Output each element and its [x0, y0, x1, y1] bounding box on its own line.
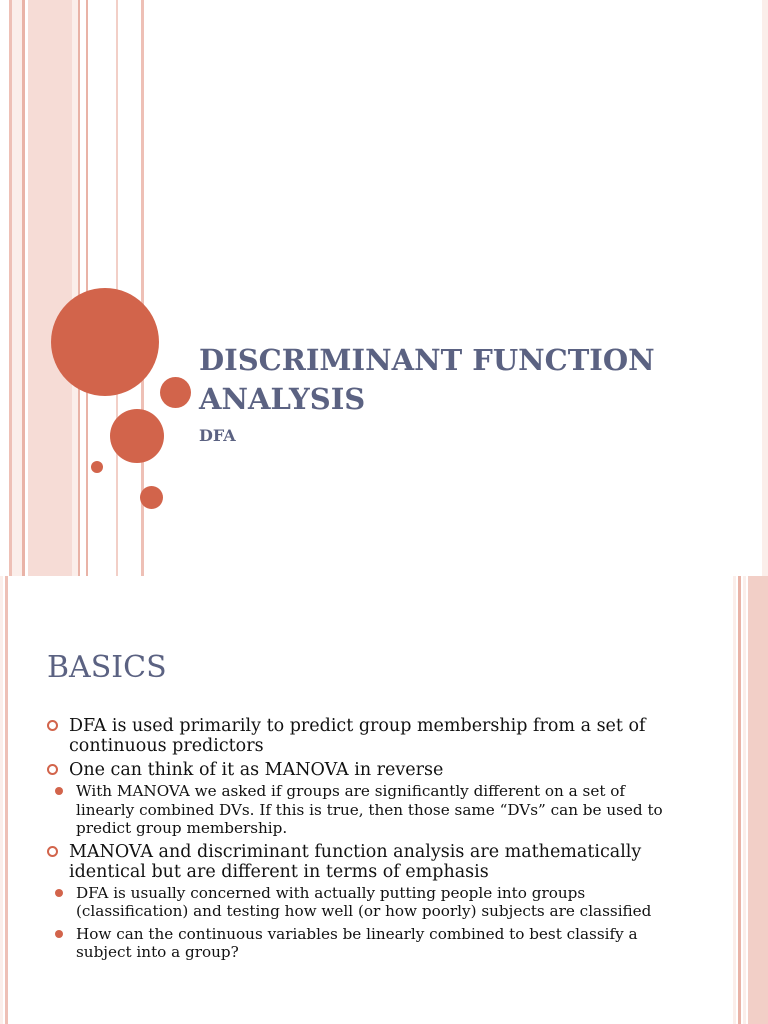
decor-stripe	[5, 576, 8, 1024]
hollow-bullet-icon	[47, 764, 58, 775]
decor-circle-small	[140, 486, 163, 509]
decor-stripe	[0, 576, 3, 1024]
slide-subtitle: DFA	[199, 426, 236, 445]
bullet-text: MANOVA and discriminant function analysis are mathematically identical but are different in terms of emphasis	[69, 841, 642, 882]
slide-title: BASICS	[47, 650, 167, 685]
bullet-item	[45, 716, 685, 756]
bullet-item	[45, 842, 685, 962]
sub-bullet-text: With MANOVA we asked if groups are significantly different on a set of linearly combined DVs. If this is true, then those same “DVs” can be used to predict group membership.	[76, 782, 663, 837]
content-slide	[0, 576, 768, 1024]
bullet-text: One can think of it as MANOVA in reverse	[69, 760, 444, 780]
hollow-bullet-icon	[47, 846, 58, 857]
filled-bullet-icon	[55, 889, 63, 897]
decor-stripe	[0, 0, 9, 576]
decor-stripe	[28, 0, 72, 576]
sub-bullet-list	[69, 884, 685, 962]
decor-stripe	[86, 0, 88, 576]
sub-bullet-text: DFA is usually concerned with actually putting people into groups (classification) and testing how well (or how poorly) subjects are classified	[76, 883, 652, 920]
decor-stripe	[12, 0, 22, 576]
decor-stripe	[733, 576, 736, 1024]
bullet-item	[45, 760, 685, 838]
decor-circle-tiny	[91, 461, 103, 473]
hollow-bullet-icon	[47, 720, 58, 731]
decor-stripe	[78, 0, 80, 576]
filled-bullet-icon	[55, 787, 63, 795]
decor-stripe	[738, 576, 741, 1024]
decor-stripe	[743, 576, 746, 1024]
sub-bullet-text: How can the continuous variables be linearly combined to best classify a subject into a group?	[76, 924, 638, 961]
decor-circle-medium	[110, 409, 164, 463]
sub-bullet-item	[45, 782, 685, 838]
decor-stripe	[762, 0, 768, 576]
sub-bullet-item	[45, 884, 685, 921]
bullet-list	[45, 716, 685, 966]
sub-bullet-list	[69, 782, 685, 838]
filled-bullet-icon	[55, 930, 63, 938]
decor-circle-large	[51, 288, 159, 396]
slide-title: DISCRIMINANT FUNCTION ANALYSIS	[199, 343, 655, 416]
decor-stripe	[116, 0, 118, 576]
decor-stripe	[22, 0, 25, 576]
sub-bullet-item	[45, 925, 685, 962]
bullet-text: DFA is used primarily to predict group membership from a set of continuous predictors	[69, 716, 646, 756]
decor-stripe	[748, 576, 768, 1024]
decor-circle-small	[160, 377, 191, 408]
